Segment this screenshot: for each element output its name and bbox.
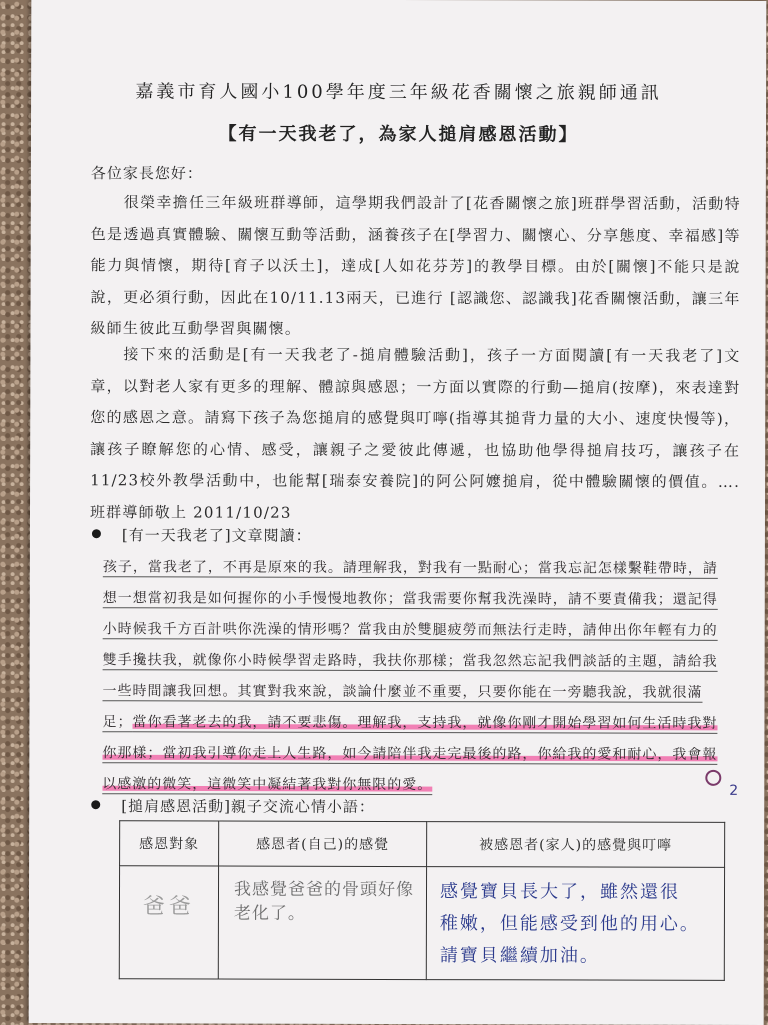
column-header: 被感恩者(家人)的感覺與叮嚀 (427, 822, 725, 868)
excerpt-underlined-text: 孩子，當我老了，不再是原來的我。請理解我，對我有一點耐心；當我忘記怎樣繫鞋帶時，請想一想當初我是如何握你的小手慢慢地教你；當我需要你幫我洗澡時，請不要責備我；還記得小時候我千方百計哄你洗澡的情形嗎？當我由於雙腿疲勞而無法行走時，請伸出你年輕有力的雙手攙扶我，就像你小時候學習走路時，我扶你那樣；當我忽然忘記我們談話的主題，請給我一些時間讓我回想。其實對我來說，談論什麼並不重要，只要你能在一旁聽我說，我就很滿足； (102, 559, 718, 731)
family-line: 稚嫩，但能感受到他的用心。 (439, 913, 700, 935)
letter-paragraph-1: 很榮幸擔任三年級班群導師，這學期我們設計了[花香關懷之旅]班群學習活動，活動特色是透過真實體驗、關懷互動等活動，涵養孩子在[學習力、關懷心、分享態度、幸福感]等能力與情懷，期待[育子以沃土]，達成[人如花芬芳]的教學目標。由於[關懷]不能只是說說，更必須行動，因此在10/11.13兩天，已進行 [認識您、認識我]花香關懷活動，讓三年級師生彼此互動學習與關懷。 (90, 193, 741, 338)
family-feeling-handwriting (428, 868, 723, 973)
child-feeling-cell[interactable] (218, 866, 426, 980)
exchange-heading-text: [搥肩感恩活動]親子交流心情小語： (121, 797, 375, 816)
recipient-cell[interactable] (119, 866, 218, 979)
family-line: 請寶貝繼續加油。 (439, 945, 600, 967)
notice-sheet (29, 0, 767, 1025)
table-header-row (120, 821, 725, 868)
table-row (119, 866, 724, 981)
bullet-icon (92, 529, 101, 538)
reading-excerpt (102, 552, 731, 802)
column-header: 感恩對象 (120, 821, 219, 866)
family-feeling-cell[interactable] (426, 867, 724, 981)
recipient-handwriting: 爸爸 (142, 894, 195, 920)
bullet-icon (91, 800, 100, 809)
letter-paragraph-2: 接下來的活動是[有一天我老了-搥肩體驗活動]，孩子一方面閱讀[有一天我老了]文章，以對老人家有更多的理解、體諒與感恩；一方面以實際的行動—搥肩(按摩)，來表達對您的感恩之意。請寫下孩子為您搥肩的感覺與叮嚀(指導其搥背力量的大小、速度快慢等)，讓孩子瞭解您的心情、感受，讓親子之愛彼此傳遞，也協助他學得搥肩技巧，讓孩子在11/23校外教學活動中，也能幫[瑞泰安養院]的阿公阿嬤搥肩，從中體驗關懷的價值。….班群導師敬上 2011/10/23 (89, 345, 741, 522)
pen-scribble-icon (705, 770, 721, 786)
excerpt-highlighted-text: 當你看著老去的我，請不要悲傷。理解我，支持我，就像你剛才開始學習如何生活時我對你那樣；當初我引導你走上人生路，如今請陪伴我走完最後的路，你給我的愛和耐心，我會報以感激的微笑，這微笑中凝結著我對你無限的愛。 (102, 714, 718, 794)
reading-heading-text: [有一天我老了]文章閱讀： (121, 526, 312, 545)
response-table (119, 820, 725, 981)
document-subtitle: 【有一天我老了，為家人搥肩感恩活動】 (218, 123, 579, 146)
reading-heading (122, 524, 312, 545)
document-title: 嘉義市育人國小100學年度三年級花香關懷之旅親師通訊 (135, 81, 662, 104)
child-feeling-handwriting: 我感覺爸爸的骨頭好像老化了。 (233, 879, 415, 924)
family-line: 感覺寶貝長大了，雖然還很 (439, 881, 681, 903)
column-header: 感恩者(自己)的感覺 (219, 821, 427, 867)
margin-note: 2 (729, 782, 739, 799)
exchange-heading (121, 795, 375, 817)
greeting: 各位家長您好： (90, 164, 203, 183)
